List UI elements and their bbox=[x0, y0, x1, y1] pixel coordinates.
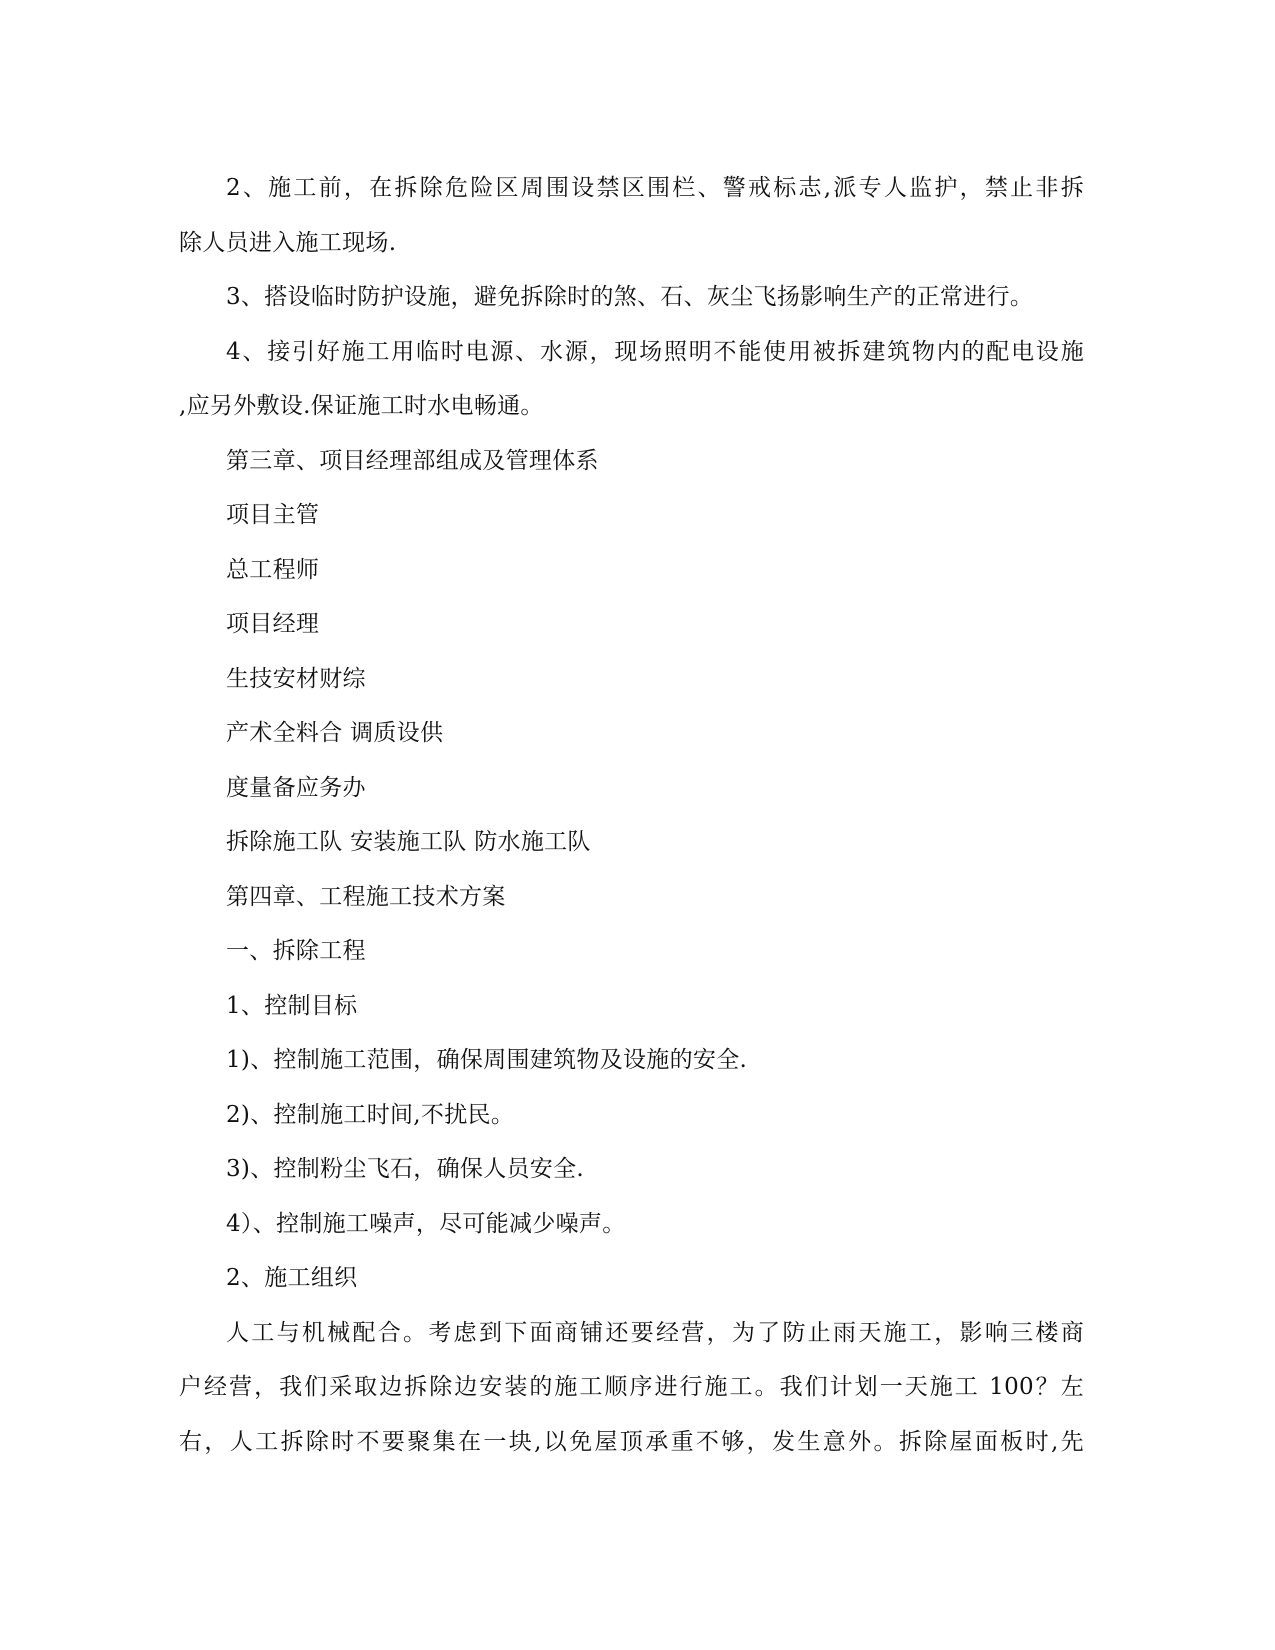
chapter-heading: 第四章、工程施工技术方案 bbox=[226, 883, 506, 910]
org-chart-line: 拆除施工队 安装施工队 防水施工队 bbox=[226, 829, 591, 855]
org-chart-line: 项目经理 bbox=[226, 611, 320, 637]
org-chart-line: 项目主管 bbox=[226, 502, 320, 528]
paragraph-line: 户经营，我们采取边拆除边安装的施工顺序进行施工。我们计划一天施工 100？左 bbox=[179, 1374, 1084, 1400]
paragraph-line: 3、搭设临时防护设施，避免拆除时的煞、石、灰尘飞扬影响生产的正常进行。 bbox=[226, 284, 1034, 310]
org-chart-line: 度量备应务办 bbox=[226, 774, 366, 801]
paragraph-line: 人工与机械配合。考虑到下面商铺还要经营，为了防止雨天施工，影响三楼商 bbox=[226, 1319, 1084, 1346]
list-item: 4）、控制施工噪声，尽可能减少噪声。 bbox=[226, 1210, 626, 1237]
subsection-heading: 2、施工组织 bbox=[226, 1265, 358, 1291]
section-heading: 一、拆除工程 bbox=[226, 938, 366, 964]
org-chart-line: 总工程师 bbox=[226, 556, 320, 583]
list-item: 3)、控制粉尘飞石，确保人员安全. bbox=[226, 1156, 585, 1182]
document-body bbox=[179, 161, 1084, 1469]
paragraph-line: 右，人工拆除时不要聚集在一块,以免屋顶承重不够，发生意外。拆除屋面板时,先 bbox=[179, 1428, 1084, 1455]
org-chart-line: 产术全料合 调质设供 bbox=[226, 720, 444, 746]
list-item: 2)、控制施工时间,不扰民。 bbox=[226, 1101, 515, 1128]
org-chart-line: 生技安材财综 bbox=[226, 665, 366, 692]
paragraph-line: 4、接引好施工用临时电源、水源，现场照明不能使用被拆建筑物内的配电设施 bbox=[226, 338, 1084, 365]
paragraph-line: 2、施工前，在拆除危险区周围设禁区围栏、警戒标志,派专人监护，禁止非拆 bbox=[226, 175, 1084, 201]
list-item: 1)、控制施工范围，确保周围建筑物及设施的安全. bbox=[226, 1047, 748, 1073]
paragraph-line: 除人员进入施工现场. bbox=[179, 229, 397, 256]
subsection-heading: 1、控制目标 bbox=[226, 992, 358, 1019]
chapter-heading: 第三章、项目经理部组成及管理体系 bbox=[226, 447, 599, 474]
paragraph-line: ,应另外敷设.保证施工时水电畅通。 bbox=[179, 393, 544, 419]
